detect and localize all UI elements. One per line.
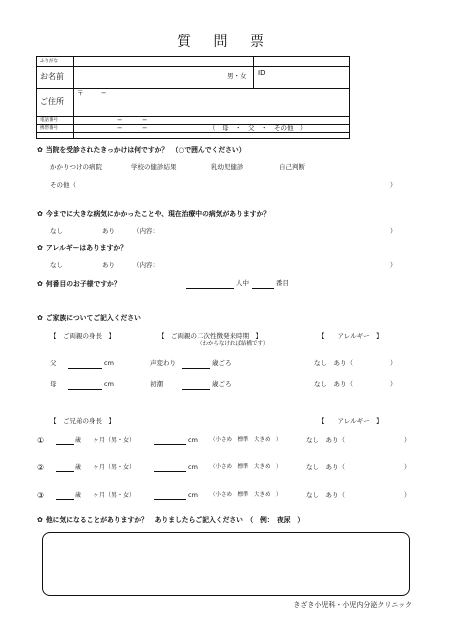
patient-info-table bbox=[36, 56, 350, 139]
id-field[interactable] bbox=[277, 68, 347, 86]
menarche-label: 初潮 bbox=[150, 380, 163, 388]
siblings-height-header: 【 ご兄弟の身長 】 bbox=[50, 417, 115, 425]
father-allergy-close: ） bbox=[390, 359, 397, 367]
mother-height-field[interactable] bbox=[68, 389, 102, 390]
name-label: お名前 bbox=[40, 72, 64, 81]
q1-option-clinic[interactable]: かかりつけの病院 bbox=[50, 163, 102, 171]
sibling-3-size[interactable]: （小さめ 標準 大きめ ） bbox=[210, 492, 282, 498]
q1-other-label: その他（ bbox=[50, 181, 76, 189]
sibling-2-num: ② bbox=[37, 463, 45, 472]
sibling-3-cm: cm bbox=[188, 491, 198, 499]
page-title: 質 問 票 bbox=[177, 34, 273, 50]
q3-content-label: （内容： bbox=[133, 261, 159, 269]
q1-option-infant[interactable]: 乳幼児健診 bbox=[211, 163, 244, 171]
q6-question bbox=[37, 516, 304, 524]
sibling-1-size[interactable]: （小さめ 標準 大きめ ） bbox=[210, 437, 282, 443]
sibling-3-num: ③ bbox=[37, 491, 45, 500]
q3-none[interactable]: なし bbox=[50, 261, 63, 269]
q2-yes[interactable]: あり bbox=[102, 227, 115, 235]
star-icon: ✿ bbox=[37, 280, 43, 288]
star-icon: ✿ bbox=[37, 146, 43, 154]
furigana-label: ふりがな bbox=[40, 59, 58, 64]
people-label: 人中 bbox=[236, 279, 249, 287]
q2-none[interactable]: なし bbox=[50, 227, 63, 235]
sibling-1-height-field[interactable] bbox=[154, 444, 186, 445]
q4-question bbox=[37, 280, 121, 288]
sibling-3-height-field[interactable] bbox=[154, 499, 186, 500]
id-label: ID bbox=[258, 69, 266, 77]
q3-question bbox=[37, 244, 127, 252]
star-icon: ✿ bbox=[37, 516, 43, 524]
sibling-2-age[interactable]: 歳 ヶ月（男・女） bbox=[75, 464, 136, 471]
q2-content-label: （内容： bbox=[133, 227, 159, 235]
sibling-3-year-field[interactable] bbox=[56, 499, 74, 500]
phone-label: 電話番号 bbox=[40, 118, 58, 123]
q6-question-text: 他に気になることがありますか？ ありましたらご記入ください （ 例： 夜尿 ） bbox=[45, 516, 305, 524]
father-allergy-options[interactable]: なし あり（ bbox=[314, 359, 353, 367]
father-puberty-field[interactable] bbox=[182, 368, 210, 369]
father-cm: cm bbox=[104, 359, 114, 367]
siblings-count-field[interactable] bbox=[186, 288, 234, 289]
mobile-label: 携帯番号 bbox=[40, 126, 58, 131]
star-icon: ✿ bbox=[37, 314, 43, 322]
phone-dashes[interactable]: − − bbox=[117, 116, 148, 124]
parents-allergy-header: 【 アレルギー 】 bbox=[318, 332, 383, 340]
star-icon: ✿ bbox=[37, 244, 43, 252]
mother-label: 母 bbox=[50, 380, 57, 388]
q4-question-text: 何番目のお子様ですか？ bbox=[45, 280, 121, 288]
notes-textarea[interactable] bbox=[42, 532, 410, 596]
name-field[interactable] bbox=[75, 68, 251, 86]
mother-allergy-close: ） bbox=[390, 380, 397, 388]
mobile-dashes[interactable]: − − bbox=[117, 124, 148, 132]
sibling-1-num: ① bbox=[37, 436, 45, 445]
postal-dash: − bbox=[101, 89, 107, 97]
mother-allergy-options[interactable]: なし あり（ bbox=[314, 380, 353, 388]
voice-change-label: 声変わり bbox=[150, 359, 176, 367]
q1-question-text: 当院を受診されたきっかけは何ですか？ （○で囲んでください） bbox=[45, 146, 246, 154]
q3-question-text: アレルギーはありますか？ bbox=[45, 244, 127, 252]
q3-close: ） bbox=[390, 261, 397, 269]
siblings-allergy-header: 【 アレルギー 】 bbox=[318, 417, 383, 425]
sibling-3-age[interactable]: 歳 ヶ月（男・女） bbox=[75, 492, 136, 499]
mother-puberty-field[interactable] bbox=[182, 389, 210, 390]
sibling-2-size[interactable]: （小さめ 標準 大きめ ） bbox=[210, 464, 282, 470]
order-label: 番目 bbox=[276, 279, 289, 287]
q1-other-close: ） bbox=[390, 181, 397, 189]
q5-question bbox=[37, 314, 141, 322]
sibling-2-close: ） bbox=[404, 463, 411, 471]
q5-question-text: ご家族についてご記入ください bbox=[45, 314, 141, 322]
sibling-3-close: ） bbox=[404, 491, 411, 499]
star-icon: ✿ bbox=[37, 210, 43, 218]
sibling-3-allergy[interactable]: なし あり（ bbox=[306, 491, 345, 499]
father-label: 父 bbox=[50, 359, 57, 367]
sibling-1-close: ） bbox=[404, 436, 411, 444]
relation-options[interactable]: （ 母 ・ 父 ・ その他 ） bbox=[209, 124, 307, 132]
puberty-header: 【 ご両親の二次性徴発来時期 】 bbox=[158, 332, 262, 340]
postal-mark: 〒 bbox=[77, 89, 84, 97]
sibling-2-height-field[interactable] bbox=[154, 471, 186, 472]
q2-question bbox=[37, 210, 270, 218]
birth-order-field[interactable] bbox=[252, 288, 274, 289]
q2-close: ） bbox=[390, 227, 397, 235]
father-age-label: 歳ごろ bbox=[212, 359, 232, 367]
parents-height-header: 【 ご両親の身長 】 bbox=[50, 332, 115, 340]
sibling-2-year-field[interactable] bbox=[56, 471, 74, 472]
q2-question-text: 今までに大きな病気にかかったことや、現在治療中の病気がありますか？ bbox=[45, 210, 271, 218]
sibling-1-cm: cm bbox=[188, 436, 198, 444]
q3-yes[interactable]: あり bbox=[102, 261, 115, 269]
mother-cm: cm bbox=[104, 380, 114, 388]
address-field[interactable] bbox=[75, 99, 345, 114]
q1-option-self[interactable]: 自己判断 bbox=[279, 163, 305, 171]
sibling-1-allergy[interactable]: なし あり（ bbox=[306, 436, 345, 444]
q1-question bbox=[37, 146, 246, 154]
sibling-2-cm: cm bbox=[188, 463, 198, 471]
sibling-2-allergy[interactable]: なし あり（ bbox=[306, 463, 345, 471]
mother-age-label: 歳ごろ bbox=[212, 380, 232, 388]
sibling-1-year-field[interactable] bbox=[56, 444, 74, 445]
sibling-1-age[interactable]: 歳 ヶ月（男・女） bbox=[75, 437, 136, 444]
puberty-note: （わからなければ結構です） bbox=[197, 341, 269, 347]
gender-options[interactable]: 男・女 bbox=[227, 72, 247, 80]
father-height-field[interactable] bbox=[68, 368, 102, 369]
clinic-name: きざき小児科・小児内分泌クリニック bbox=[293, 601, 412, 609]
q1-option-school[interactable]: 学校の健診結果 bbox=[131, 163, 177, 171]
address-label: ご住所 bbox=[40, 97, 64, 106]
